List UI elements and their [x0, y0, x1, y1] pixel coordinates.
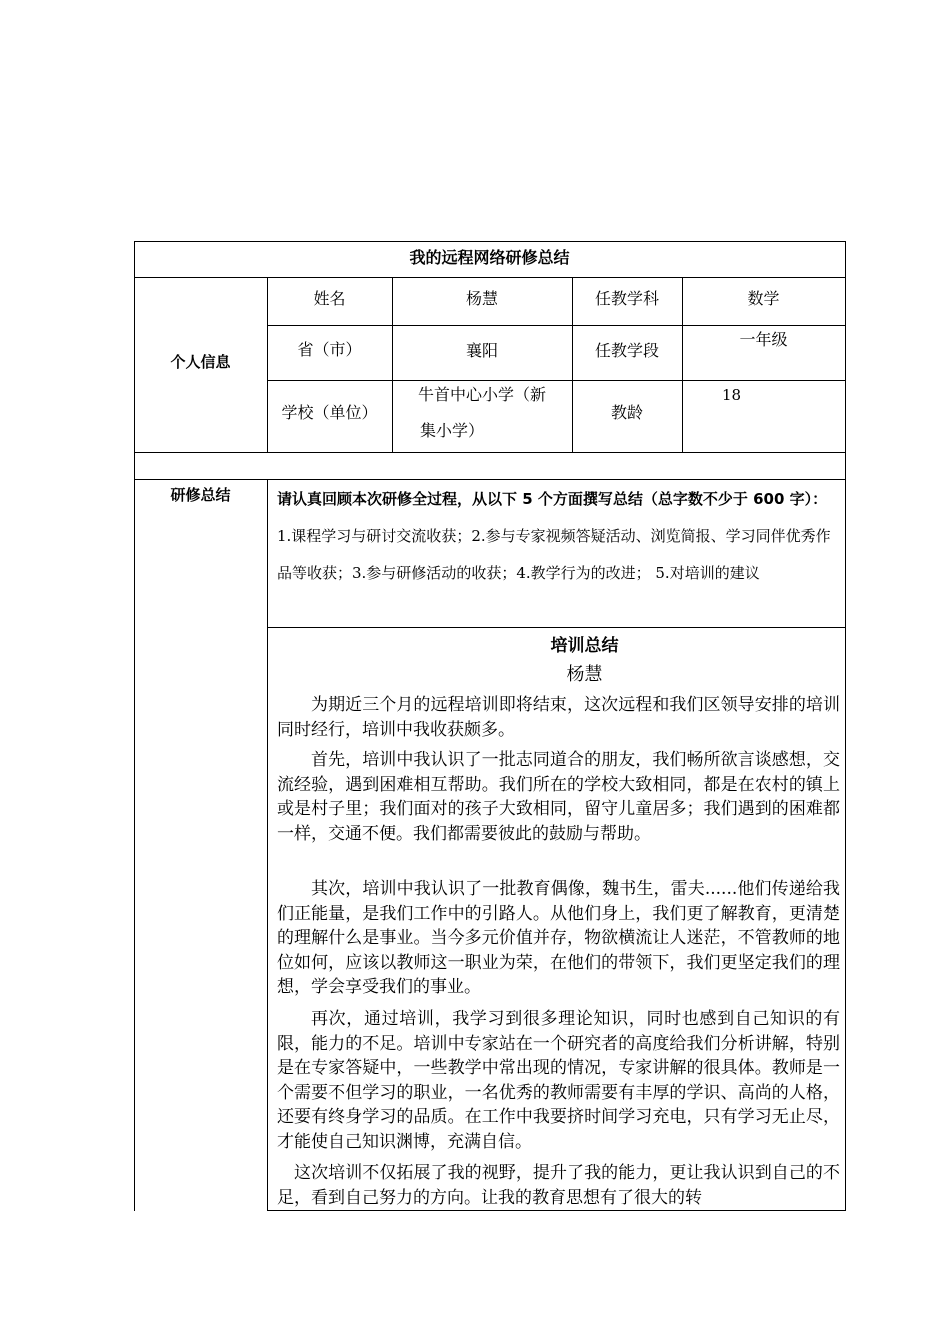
essay-heading: 培训总结 [550, 636, 619, 656]
spacer-row-bottom-border [134, 479, 845, 480]
table-right-border-lower [845, 479, 846, 1211]
province-value: 襄阳 [465, 341, 498, 360]
table-top-border [134, 241, 845, 242]
essay-paragraph: 其次，培训中我认识了一批教育偶像，魏书生，雷夫......他们传递给我们正能量，是我们工作中的引路人。从他们身上，我们更了解教育，更清楚的理解什么是事业。当今多元价值并存，物欲横流让人迷茫，不管教师的地位如何，应该以教师这一职业为荣，在他们的带领下，我们更坚定我们的理想，学会享受我们的事业。 [277, 879, 840, 997]
page-title: 我的远程网络研修总结 [409, 248, 570, 267]
summary-instruction-rest: 1.课程学习与研讨交流收获；2.参与专家视频答疑活动、浏览简报、学习同伴优秀作品等收获；3.参与研修活动的收获；4.教学行为的改进； 5.对培训的建议 [277, 527, 831, 582]
name-value: 杨慧 [465, 289, 498, 308]
table-right-border [845, 241, 846, 480]
essay-paragraph: 再次，通过培训，我学习到很多理论知识，同时也感到自己知识的有限，能力的不足。培训中专家站在一个研究者的高度给我们分析讲解，特别是在专家答疑中，一些教学中常出现的情况，专家讲解的很具体。教师是一个需要不但学习的职业，一名优秀的教师需要有丰厚的学识、高尚的人格，还要有终身学习的品质。在工作中我要挤时间学习充电，只有学习无止尽，才能使自己知识渊博，充满自信。 [277, 1009, 840, 1152]
title-row-bottom-border [134, 277, 845, 278]
name-label: 姓名 [313, 289, 346, 308]
stage-value: 一年级 [739, 330, 788, 349]
essay-author: 杨慧 [566, 664, 603, 685]
essay-paragraph: 这次培训不仅拓展了我的视野，提升了我的能力，更让我认识到自己的不足，看到自己努力的方向。让我的教育思想有了很大的转 [277, 1163, 840, 1208]
info-section-bottom-border [134, 452, 845, 453]
stage-label: 任教学段 [594, 341, 659, 360]
info-row1-bottom-border [267, 325, 845, 326]
personal-info-label: 个人信息 [170, 353, 231, 371]
instruction-bottom-border [267, 627, 845, 628]
school-label: 学校（单位） [281, 403, 378, 422]
school-value-line2: 集小学） [419, 421, 484, 440]
province-label: 省（市） [297, 340, 362, 359]
subject-label: 任教学科 [594, 289, 659, 308]
summary-section-label: 研修总结 [170, 486, 231, 504]
school-value-line1: 牛首中心小学（新 [417, 385, 546, 404]
essay-paragraph: 为期近三个月的远程培训即将结束，这次远程和我们区领导安排的培训同时经行，培训中我收获颇多。 [277, 695, 840, 740]
years-value: 18 [722, 386, 742, 404]
info-row2-bottom-border [267, 380, 845, 381]
table-left-border [134, 241, 135, 1211]
summary-instruction-bold: 请认真回顾本次研修全过程，从以下 5 个方面撰写总结（总字数不少于 600 字）： [277, 490, 828, 508]
essay-paragraph: 首先，培训中我认识了一批志同道合的朋友，我们畅所欲言谈感想，交流经验，遇到困难相互帮助。我们所在的学校大致相同，都是在农村的镇上或是村子里；我们面对的孩子大致相同，留守儿童居多；我们遇到的困难都一样，交通不便。我们都需要彼此的鼓励与帮助。 [277, 750, 840, 844]
label-column-border-lower [267, 479, 268, 1211]
years-label: 教龄 [610, 403, 643, 422]
subject-value: 数学 [747, 289, 780, 308]
essay-bottom-border [267, 1210, 845, 1211]
summary-instruction [277, 481, 840, 592]
